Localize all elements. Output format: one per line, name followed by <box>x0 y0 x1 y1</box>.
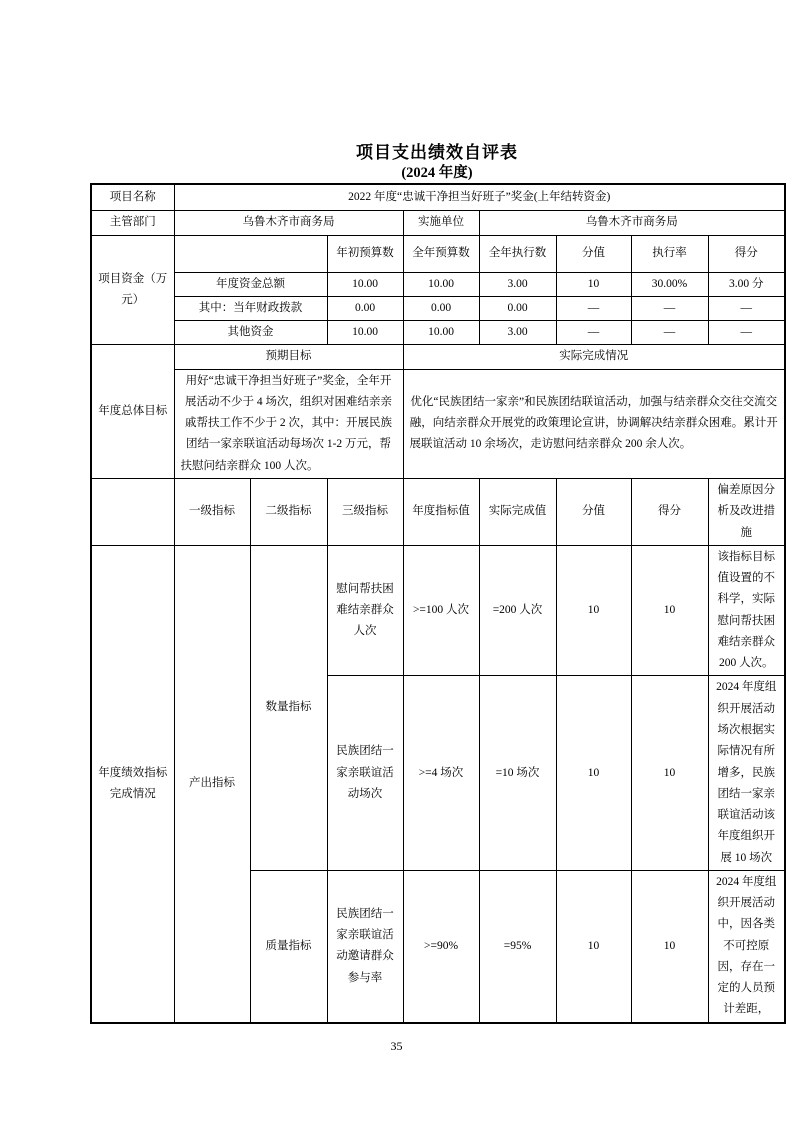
actual-value: =10 场次 <box>479 676 556 870</box>
level3-indicator: 民族团结一家亲联谊活动场次 <box>327 676 403 870</box>
funding-cell: 3.00 <box>479 272 556 296</box>
funding-cell: — <box>708 296 785 320</box>
score: 10 <box>631 676 708 870</box>
actual-completion-text: 优化“民族团结一家亲”和民族团结联谊活动，加强与结亲群众交往交流交融，向结亲群众开展党的政策理论宣讲，协调解决结亲群众困难。累计开展联谊活动 10 余场次，走访慰问结亲群众 200 余人次。 <box>403 369 785 478</box>
expected-goal-text: 用好“忠诚干净担当好班子”奖金，全年开展活动不少于 4 场次，组织对困难结亲亲戚帮扶工作不少于 2 次，其中：开展民族团结一家亲联谊活动每场次 1-2 万元，帮扶慰问结亲群众 100 人次。 <box>174 369 403 478</box>
indicator-col-header: 三级指标 <box>327 478 403 545</box>
dept-value: 乌鲁木齐市商务局 <box>174 210 403 235</box>
funding-col-header: 全年执行数 <box>479 235 556 272</box>
indicator-col-header: 实际完成值 <box>479 478 556 545</box>
funding-col-header: 年初预算数 <box>327 235 403 272</box>
funding-cell: 0.00 <box>327 296 403 320</box>
funding-cell: 10.00 <box>403 272 479 296</box>
target-value: >=100 人次 <box>403 545 479 676</box>
funding-section-label: 项目资金（万元） <box>91 235 174 345</box>
funding-cell: 30.00% <box>631 272 708 296</box>
funding-cell: 10 <box>556 272 631 296</box>
project-name-row <box>91 184 785 210</box>
page-number: 35 <box>390 1039 403 1053</box>
funding-other-row <box>91 321 785 345</box>
project-name-label: 项目名称 <box>91 184 174 210</box>
actual-value: =200 人次 <box>479 545 556 676</box>
document-subtitle: (2024 年度) <box>401 165 473 181</box>
funding-col-header: 分值 <box>556 235 631 272</box>
indicator-col-header: 得分 <box>631 478 708 545</box>
dept-label: 主管部门 <box>91 210 174 235</box>
funding-fiscal-row <box>91 296 785 320</box>
funding-col-header: 全年预算数 <box>403 235 479 272</box>
score: 10 <box>631 545 708 676</box>
deviation-analysis: 2024 年度组织开展活动场次根据实际情况有所增多，民族团结一家亲联谊活动该年度组织开展 10 场次 <box>708 676 785 870</box>
deviation-analysis: 该指标目标值设置的不科学，实际慰问帮扶困难结亲群众 200 人次。 <box>708 545 785 676</box>
indicator-col-header: 一级指标 <box>174 478 250 545</box>
funding-header-row <box>91 235 785 272</box>
indicator-col-header: 偏差原因分析及改进措施 <box>708 478 785 545</box>
annual-goal-header-row <box>91 345 785 369</box>
level2-indicator: 数量指标 <box>250 545 327 870</box>
level3-indicator: 慰问帮扶困难结亲群众人次 <box>327 545 403 676</box>
level2-indicator: 质量指标 <box>250 870 327 1022</box>
score: 10 <box>631 870 708 1022</box>
target-value: >=4 场次 <box>403 676 479 870</box>
project-name-value: 2022 年度“忠诚干净担当好班子”奖金(上年结转资金) <box>174 184 785 210</box>
indicator-header-row <box>91 478 785 545</box>
actual-value: =95% <box>479 870 556 1022</box>
indicator-empty-cell <box>91 478 174 545</box>
document-title: 项目支出绩效自评表 <box>356 143 518 162</box>
score-value: 10 <box>556 545 631 676</box>
funding-cell: 3.00 分 <box>708 272 785 296</box>
score-value: 10 <box>556 676 631 870</box>
funding-cell: 10.00 <box>403 321 479 345</box>
funding-row-label: 其他资金 <box>174 321 327 345</box>
department-row <box>91 210 785 235</box>
indicator-col-header: 年度指标值 <box>403 478 479 545</box>
funding-row-label: 其中：当年财政拨款 <box>174 296 327 320</box>
score-value: 10 <box>556 870 631 1022</box>
indicator-col-header: 分值 <box>556 478 631 545</box>
funding-cell: 3.00 <box>479 321 556 345</box>
impl-unit-label: 实施单位 <box>403 210 479 235</box>
funding-cell: — <box>708 321 785 345</box>
self-evaluation-table <box>90 183 786 1024</box>
indicator-row <box>91 545 785 676</box>
target-value: >=90% <box>403 870 479 1022</box>
funding-cell: 0.00 <box>479 296 556 320</box>
funding-col-header: 得分 <box>708 235 785 272</box>
funding-cell: 0.00 <box>403 296 479 320</box>
funding-col-header: 执行率 <box>631 235 708 272</box>
funding-row-label: 年度资金总额 <box>174 272 327 296</box>
funding-total-row <box>91 272 785 296</box>
funding-empty-cell <box>174 235 327 272</box>
indicator-section-label: 年度绩效指标完成情况 <box>91 545 174 1022</box>
funding-cell: — <box>631 296 708 320</box>
indicator-col-header: 二级指标 <box>250 478 327 545</box>
level3-indicator: 民族团结一家亲联谊活动邀请群众参与率 <box>327 870 403 1022</box>
impl-unit-value: 乌鲁木齐市商务局 <box>479 210 785 235</box>
funding-cell: — <box>556 296 631 320</box>
actual-completion-header: 实际完成情况 <box>403 345 785 369</box>
funding-cell: — <box>631 321 708 345</box>
expected-goal-header: 预期目标 <box>174 345 403 369</box>
annual-goal-section-label: 年度总体目标 <box>91 345 174 479</box>
funding-cell: 10.00 <box>327 321 403 345</box>
level1-indicator: 产出指标 <box>174 545 250 1022</box>
funding-cell: — <box>556 321 631 345</box>
funding-cell: 10.00 <box>327 272 403 296</box>
deviation-analysis: 2024 年度组织开展活动中，因各类不可控原因，存在一定的人员预计差距， <box>708 870 785 1022</box>
annual-goal-content-row <box>91 369 785 478</box>
